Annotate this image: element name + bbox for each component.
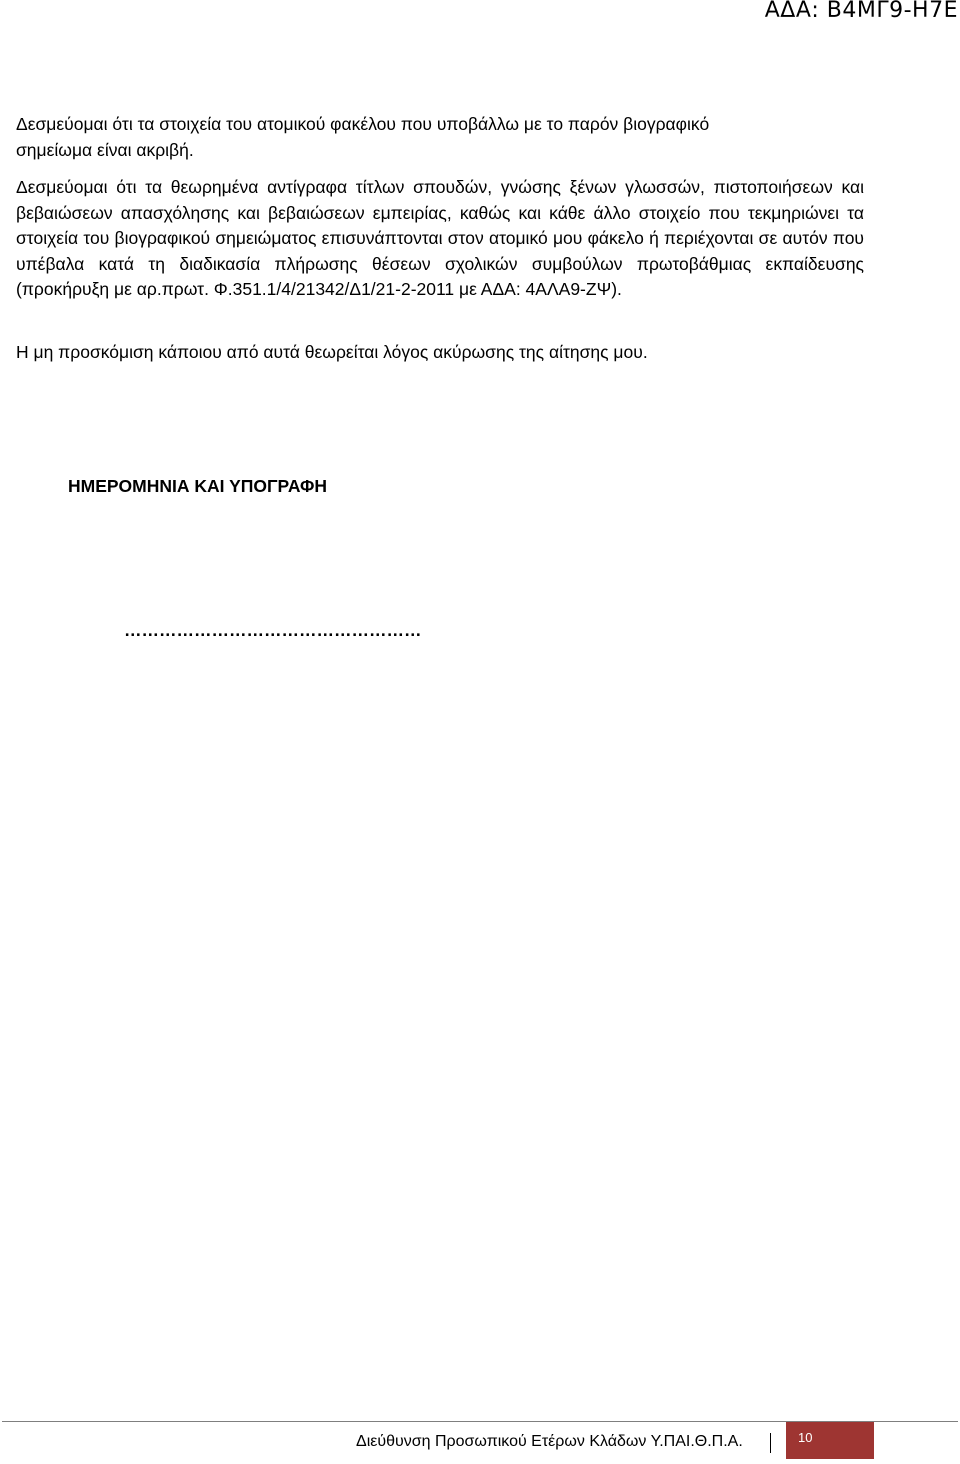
signature-heading: ΗΜΕΡΟΜΗΝΙΑ ΚΑΙ ΥΠΟΓΡΑΦΗ	[68, 476, 328, 496]
paragraph-accuracy-declaration	[16, 112, 864, 163]
page-number-badge	[786, 1422, 874, 1459]
paragraph-line: Δεσμεύομαι ότι τα στοιχεία του ατομικού φακέλου που υποβάλλω με το παρόν βιογραφικό	[16, 114, 710, 134]
footer-department: Διεύθυνση Προσωπικού Ετέρων Κλάδων Υ.ΠΑΙ.Θ.Π.Α.	[356, 1433, 743, 1450]
paragraph-rejection-notice: Η μη προσκόμιση κάποιου από αυτά θεωρείται λόγος ακύρωσης της αίτησης μου.	[16, 342, 648, 362]
page-number: 10	[798, 1430, 813, 1445]
paragraph-line: σημείωμα είναι ακριβή.	[16, 139, 194, 160]
footer-separator	[770, 1433, 771, 1453]
ada-code: ΑΔΑ: Β4ΜΓ9-Η7Ε	[764, 0, 958, 23]
paragraph-documents-declaration: Δεσμεύομαι ότι τα θεωρημένα αντίγραφα τίτλων σπουδών, γνώσης ξένων γλωσσών, πιστοποιήσεων και βεβαιώσεων απασχόλησης και βεβαιώσεων εμπειρίας, καθώς και κάθε άλλο στοιχείο που τεκμηριώνει τα στοιχεία του βιογραφικού σημειώματος επισυνάπτονται στον ατομικό μου φάκελο ή περιέχονται σε αυτόν που υπέβαλα κατά τη διαδικασία πλήρωσης θέσεων σχολικών συμβούλων πρωτοβάθμιας εκπαίδευσης (προκήρυξη με αρ.πρωτ. Φ.351.1/4/21342/Δ1/21-2-2011 με ΑΔΑ: 4ΑΛΑ9-ΖΨ).	[16, 177, 864, 300]
signature-line: ……………………………………………	[124, 620, 422, 640]
